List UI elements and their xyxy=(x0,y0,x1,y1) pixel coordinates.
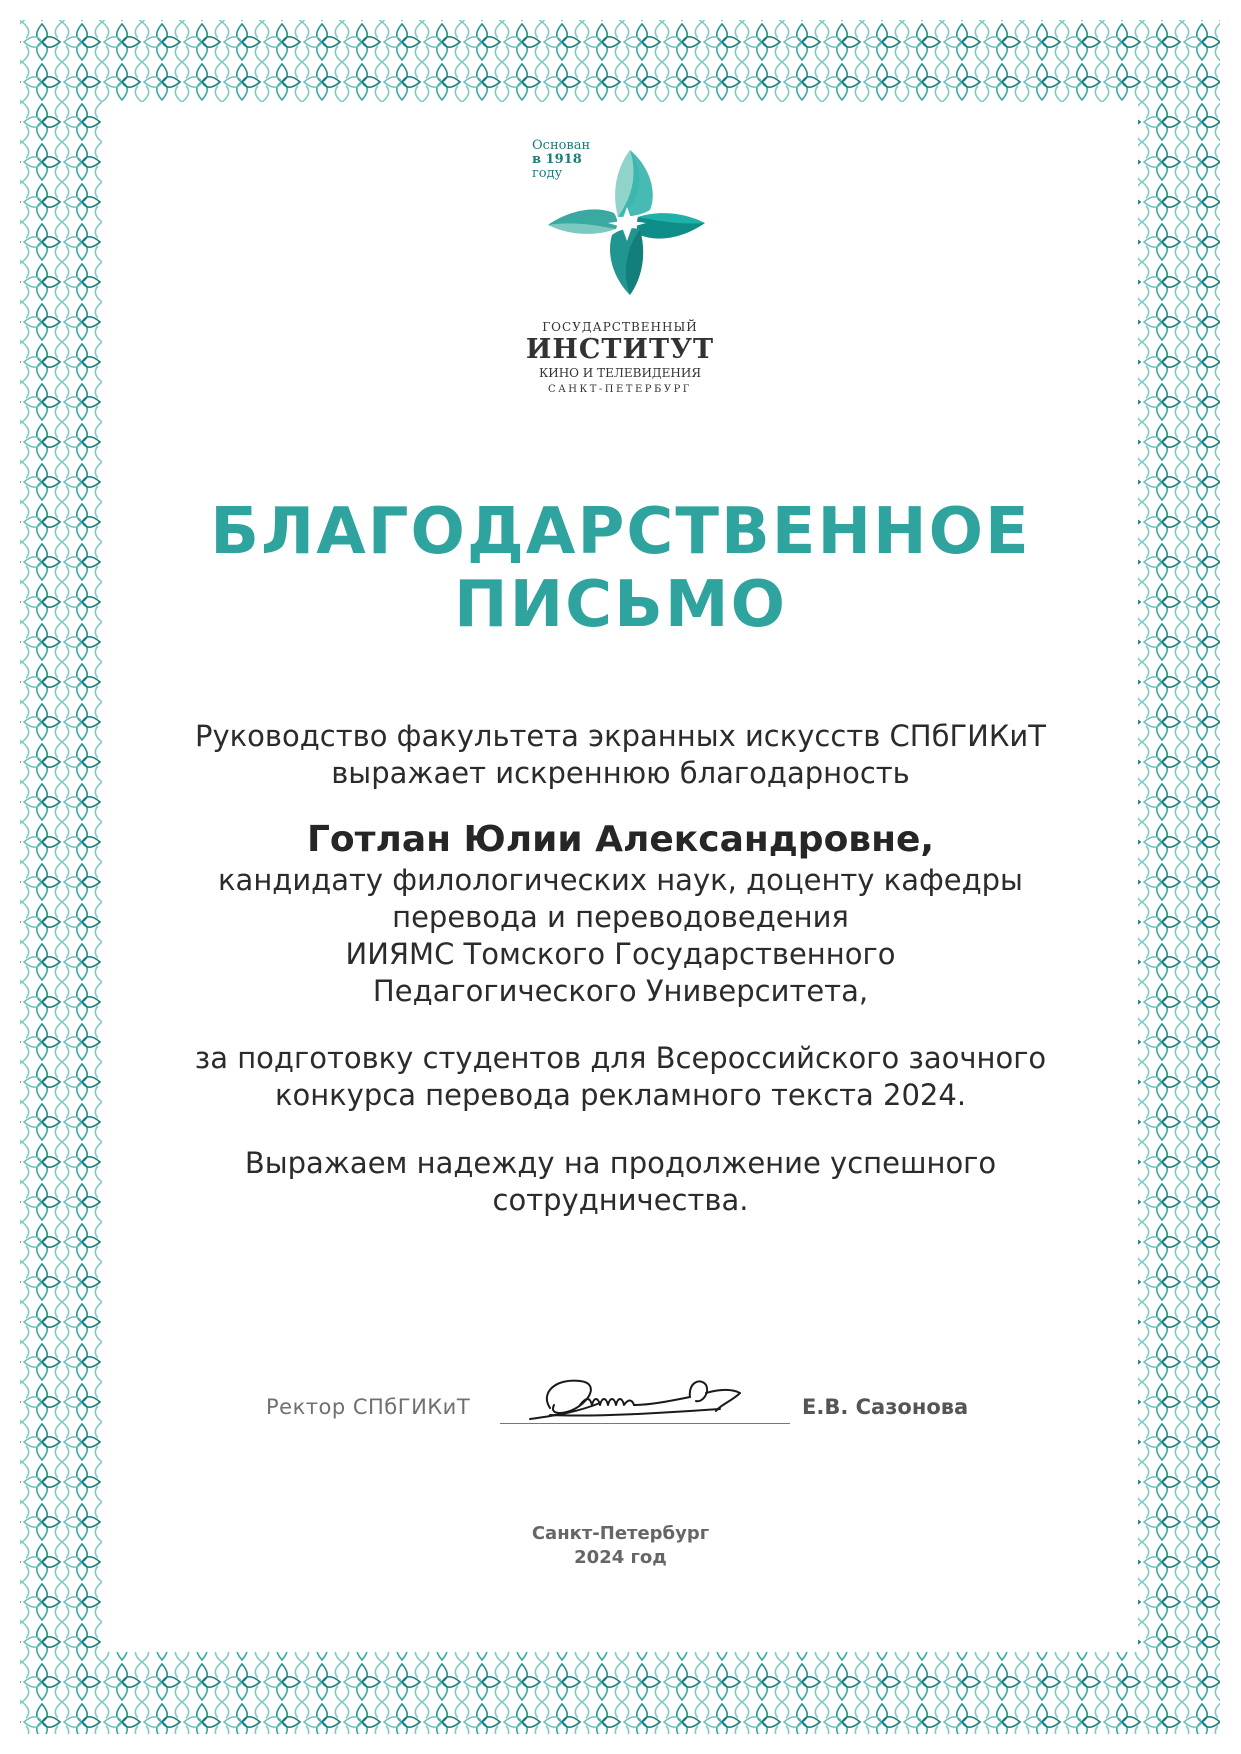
document-title-line-2: ПИСЬМО xyxy=(454,568,787,642)
founded-caption: Основан в 1918 году xyxy=(532,138,591,181)
recipient-details: кандидату филологических наук, доценту кафедры перевода и переводоведения ИИЯМС Томского Государственного Педагогического Университета, xyxy=(218,863,1023,1008)
signature-row xyxy=(0,1385,1241,1435)
footer-city: Санкт-Петербург xyxy=(531,1523,710,1544)
recipient-name: Готлан Юлии Александровне, xyxy=(306,819,935,860)
footer-year: 2024 год xyxy=(574,1547,667,1568)
institute-logo xyxy=(520,125,720,425)
signatory-name: Е.В. Сазонова xyxy=(802,1395,969,1419)
intro-paragraph: Руководство факультета экранных искусств СПбГИКиТ выражает искреннюю благодарность xyxy=(194,719,1046,790)
reason-paragraph: за подготовку студентов для Всероссийского заочного конкурса перевода рекламного текста 2024. xyxy=(194,1041,1047,1112)
handwritten-signature-icon xyxy=(520,1353,780,1433)
document-title-line-1: БЛАГОДАРСТВЕННОЕ xyxy=(210,495,1031,569)
institute-wordmark: ГОСУДАРСТВЕННЫЙ ИНСТИТУТ КИНО И ТЕЛЕВИДЕНИЯ САНКТ-ПЕТЕРБУРГ xyxy=(525,320,715,395)
signatory-title: Ректор СПбГИКиТ xyxy=(266,1395,471,1419)
closing-paragraph: Выражаем надежду на продолжение успешного сотрудничества. xyxy=(244,1146,997,1217)
